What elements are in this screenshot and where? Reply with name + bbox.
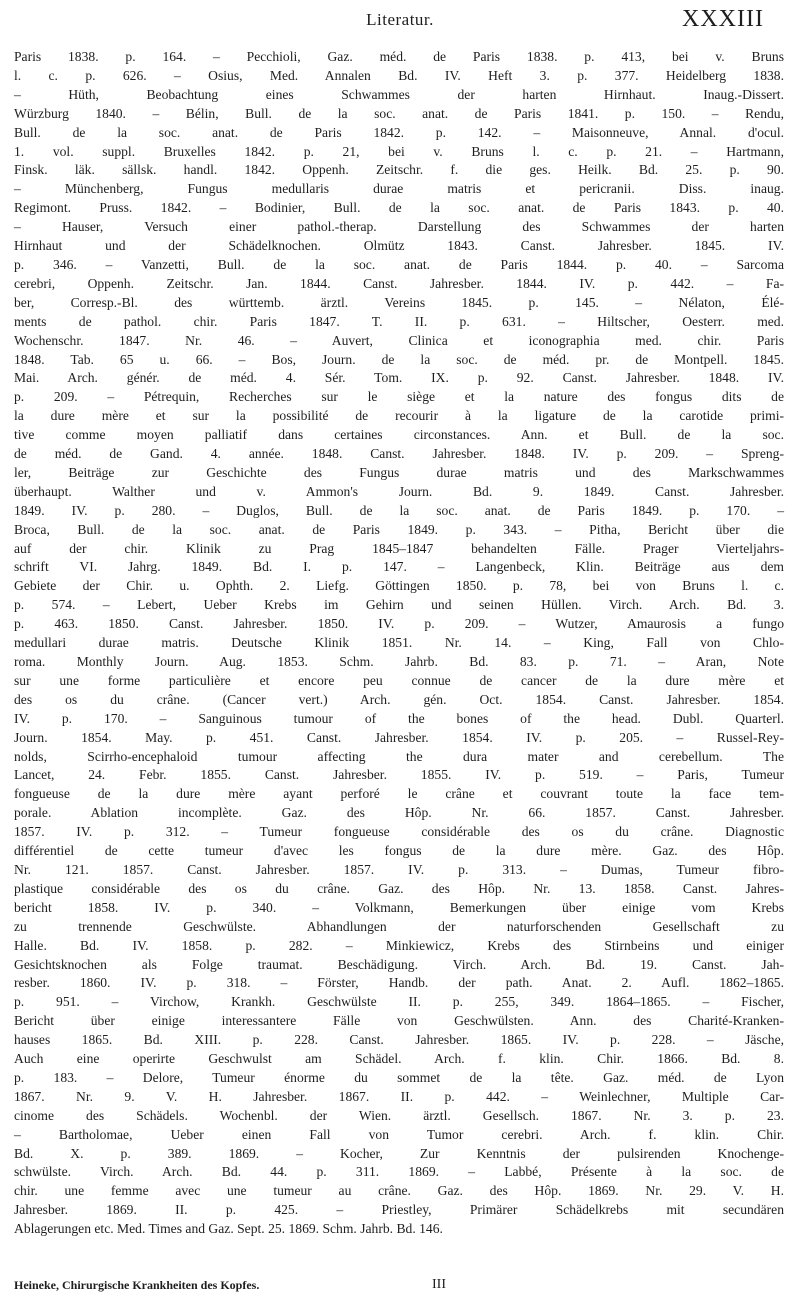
text-line: ber, Corresp.-Bl. des württemb. ärztl. Vereins 1845. p. 145. – Nélaton, Élé- xyxy=(14,294,784,310)
text-line: de méd. de Gand. 4. année. 1848. Canst. Jahresber. 1848. IV. p. 209. – Spreng- xyxy=(14,446,784,462)
text-line: chir. une femme avec une tumeur au crâne. Gaz. des Hôp. 1869. Nr. 29. V. H. xyxy=(14,1183,784,1199)
text-line: ments de pathol. chir. Paris 1847. T. II. p. 631. – Hiltscher, Oesterr. med. xyxy=(14,313,784,329)
text-line: plastique considérable des os du crâne. Gaz. des Hôp. Nr. 13. 1858. Canst. Jahres- xyxy=(14,880,784,896)
text-line: p. 209. – Pétrequin, Recherches sur le siège et la nature des fongus dits de xyxy=(14,389,784,405)
text-line: resber. 1860. IV. p. 318. – Förster, Handb. der path. Anat. 2. Aufl. 1862–1865. xyxy=(14,975,784,991)
bibliography-text xyxy=(14,48,784,1239)
text-line: Bull. de la soc. anat. de Paris 1842. p. 142. – Maisonneuve, Annal. d'ocul. xyxy=(14,124,784,140)
text-line: – Hüth, Beobachtung eines Schwammes der harten Hirnhaut. Inaug.-Dissert. xyxy=(14,86,784,102)
footer-book-title: Heineke, Chirurgische Krankheiten des Kopfes. xyxy=(14,1278,260,1292)
text-line: Regimont. Pruss. 1842. – Bodinier, Bull. de la soc. anat. de Paris 1843. p. 40. xyxy=(14,200,784,216)
text-line: la dure mère et sur la possibilité de recourir à la ligature de la carotide primi- xyxy=(14,408,784,424)
text-line: medullari durae matris. Deutsche Klinik 1851. Nr. 14. – King, Fall von Chlo- xyxy=(14,635,784,651)
text-line: IV. p. 170. – Sanguinous tumour of the bones of the head. Dubl. Quarterl. xyxy=(14,710,784,726)
text-line: Auch eine operirte Geschwulst am Schädel. Arch. f. klin. Chir. 1866. Bd. 8. xyxy=(14,1051,784,1067)
text-line: 1. vol. suppl. Bruxelles 1842. p. 21, bei v. Bruns l. c. p. 21. – Hartmann, xyxy=(14,143,784,159)
text-line: Jahresber. 1869. II. p. 425. – Priestley, Primärer Schädelkrebs mit secundären xyxy=(14,1202,784,1218)
text-line: Broca, Bull. de la soc. anat. de Paris 1849. p. 343. – Pitha, Bericht über die xyxy=(14,521,784,537)
text-line: Gesichtsknochen als Folge traumat. Beschädigung. Virch. Arch. Bd. 19. Canst. Jah- xyxy=(14,956,784,972)
text-line: p. 346. – Vanzetti, Bull. de la soc. anat. de Paris 1844. p. 40. – Sarcoma xyxy=(14,256,784,272)
text-line: Lancet, 24. Febr. 1855. Canst. Jahresber. 1855. IV. p. 519. – Paris, Tumeur xyxy=(14,767,784,783)
text-line: Würzburg 1840. – Bélin, Bull. de la soc. anat. de Paris 1841. p. 150. – Rendu, xyxy=(14,105,784,121)
text-line: Finsk. läk. sällsk. handl. 1842. Oppenh. Zeitschr. f. die ges. Heilk. Bd. 25. p. 90. xyxy=(14,162,784,178)
text-line: des os du crâne. (Cancer vert.) Arch. gén. Oct. 1854. Canst. Jahresber. 1854. xyxy=(14,691,784,707)
text-line: schwülste. Virch. Arch. Bd. 44. p. 311. 1869. – Labbé, Présente à la soc. de xyxy=(14,1164,784,1180)
text-line: Journ. 1854. May. p. 451. Canst. Jahresber. 1854. IV. p. 205. – Russel-Rey- xyxy=(14,729,784,745)
text-line: Bericht über einige interessantere Fälle von Geschwülsten. Ann. des Charité-Kranken- xyxy=(14,1013,784,1029)
text-line: Paris 1838. p. 164. – Pecchioli, Gaz. méd. de Paris 1838. p. 413, bei v. Bruns xyxy=(14,49,784,64)
text-line: bericht 1858. IV. p. 340. – Volkmann, Bemerkungen über einige vom Krebs xyxy=(14,899,784,915)
text-line: Ablagerungen etc. Med. Times and Gaz. Sept. 25. 1869. Schm. Jahrb. Bd. 146. xyxy=(14,1221,443,1237)
text-line: Wochenschr. 1847. Nr. 46. – Auvert, Clinica et iconographia med. chir. Paris xyxy=(14,332,784,348)
text-line: p. 951. – Virchow, Krankh. Geschwülste II. p. 255, 349. 1864–1865. – Fischer, xyxy=(14,994,784,1010)
text-line: Hirnhaut und der Schädelknochen. Olmütz 1843. Canst. Jahresber. 1845. IV. xyxy=(14,238,784,254)
text-line: tive comme moyen palliatif dans certaines circonstances. Ann. et Bull. de la soc. xyxy=(14,427,784,443)
text-line: p. 463. 1850. Canst. Jahresber. 1850. IV. p. 209. – Wutzer, Amaurosis a fungo xyxy=(14,616,784,632)
text-line: schrift VI. Jahrg. 1849. Bd. I. p. 147. – Langenbeck, Klin. Beiträge aus dem xyxy=(14,559,784,575)
text-line: 1849. IV. p. 280. – Duglos, Bull. de la soc. anat. de Paris 1849. p. 170. – xyxy=(14,502,784,518)
text-line: fongueuse de la dure mère ayant perforé le crâne et couvrant toute la face tem- xyxy=(14,786,784,802)
text-line: auf der chir. Klinik zu Prag 1845–1847 behandelten Fälle. Prager Vierteljahrs- xyxy=(14,540,784,556)
text-line: cerebri, Oppenh. Zeitschr. Jan. 1844. Canst. Jahresber. 1844. IV. p. 442. – Fa- xyxy=(14,275,784,291)
text-line: p. 574. – Lebert, Ueber Krebs im Gehirn und seinen Hüllen. Virch. Arch. Bd. 3. xyxy=(14,597,784,613)
text-line: porale. Ablation incomplète. Gaz. des Hôp. Nr. 66. 1857. Canst. Jahresber. xyxy=(14,805,784,821)
text-line: Gebiete der Chir. u. Ophth. 2. Liefg. Göttingen 1850. p. 78, bei von Bruns l. c. xyxy=(14,578,784,594)
text-line: nolds, Scirrho-encephaloid tumour affecting the dura mater and cerebellum. The xyxy=(14,748,784,764)
text-line: – Münchenberg, Fungus medullaris durae matris et pericranii. Diss. inaug. xyxy=(14,181,784,197)
page-footer xyxy=(14,1278,784,1296)
text-line: Bd. X. p. 389. 1869. – Kocher, Zur Kenntnis der pulsirenden Knochenge- xyxy=(14,1145,784,1161)
text-line: 1857. IV. p. 312. – Tumeur fongueuse considérable des os du crâne. Diagnostic xyxy=(14,824,784,840)
text-line: 1848. Tab. 65 u. 66. – Bos, Journ. de la soc. de méd. pr. de Montpell. 1845. xyxy=(14,351,784,367)
text-line: ler, Beiträge zur Geschichte des Fungus durae matris und des Markschwammes xyxy=(14,464,784,480)
text-line: roma. Monthly Journ. Aug. 1853. Schm. Jahrb. Bd. 83. p. 71. – Aran, Note xyxy=(14,654,784,669)
text-line: l. c. p. 626. – Osius, Med. Annalen Bd. IV. Heft 3. p. 377. Heidelberg 1838. xyxy=(14,67,784,83)
text-line: cinome des Schädels. Wochenbl. der Wien. ärztl. Gesellsch. 1867. Nr. 3. p. 23. xyxy=(14,1107,784,1123)
text-line: différentiel de cette tumeur d'avec les fongus de la dure mère. Gaz. des Hôp. xyxy=(14,843,784,859)
text-line: sur une forme particulière et encore peu connue de cancer de la dure mère et xyxy=(14,672,784,688)
text-line: hauses 1865. Bd. XIII. p. 228. Canst. Jahresber. 1865. IV. p. 228. – Jäsche, xyxy=(14,1032,784,1048)
text-line: 1867. Nr. 9. V. H. Jahresber. 1867. II. p. 442. – Weinlechner, Multiple Car- xyxy=(14,1088,784,1104)
running-title: Literatur. xyxy=(366,10,434,29)
text-line: Halle. Bd. IV. 1858. p. 282. – Minkiewicz, Krebs des Stirnbeins und einiger xyxy=(14,937,784,953)
page-number: XXXIII xyxy=(682,6,764,32)
page-header xyxy=(0,0,800,40)
text-line: Nr. 121. 1857. Canst. Jahresber. 1857. IV. p. 313. – Dumas, Tumeur fibro- xyxy=(14,861,784,877)
text-line: Mai. Arch. génér. de méd. 4. Sér. Tom. IX. p. 92. Canst. Jahresber. 1848. IV. xyxy=(14,370,784,386)
text-line: – Hauser, Versuch einer pathol.-therap. Darstellung des Schwammes der harten xyxy=(14,219,784,235)
signature-mark: III xyxy=(432,1277,446,1292)
text-line: – Bartholomae, Ueber einen Fall von Tumor cerebri. Arch. f. klin. Chir. xyxy=(14,1126,784,1142)
text-line: p. 183. – Delore, Tumeur énorme du sommet de la tête. Gaz. méd. de Lyon xyxy=(14,1069,784,1085)
text-line: zu trennende Geschwülste. Abhandlungen der naturforschenden Gesellschaft zu xyxy=(14,918,784,934)
text-line: überhaupt. Walther und v. Ammon's Journ. Bd. 9. 1849. Canst. Jahresber. xyxy=(14,483,784,499)
